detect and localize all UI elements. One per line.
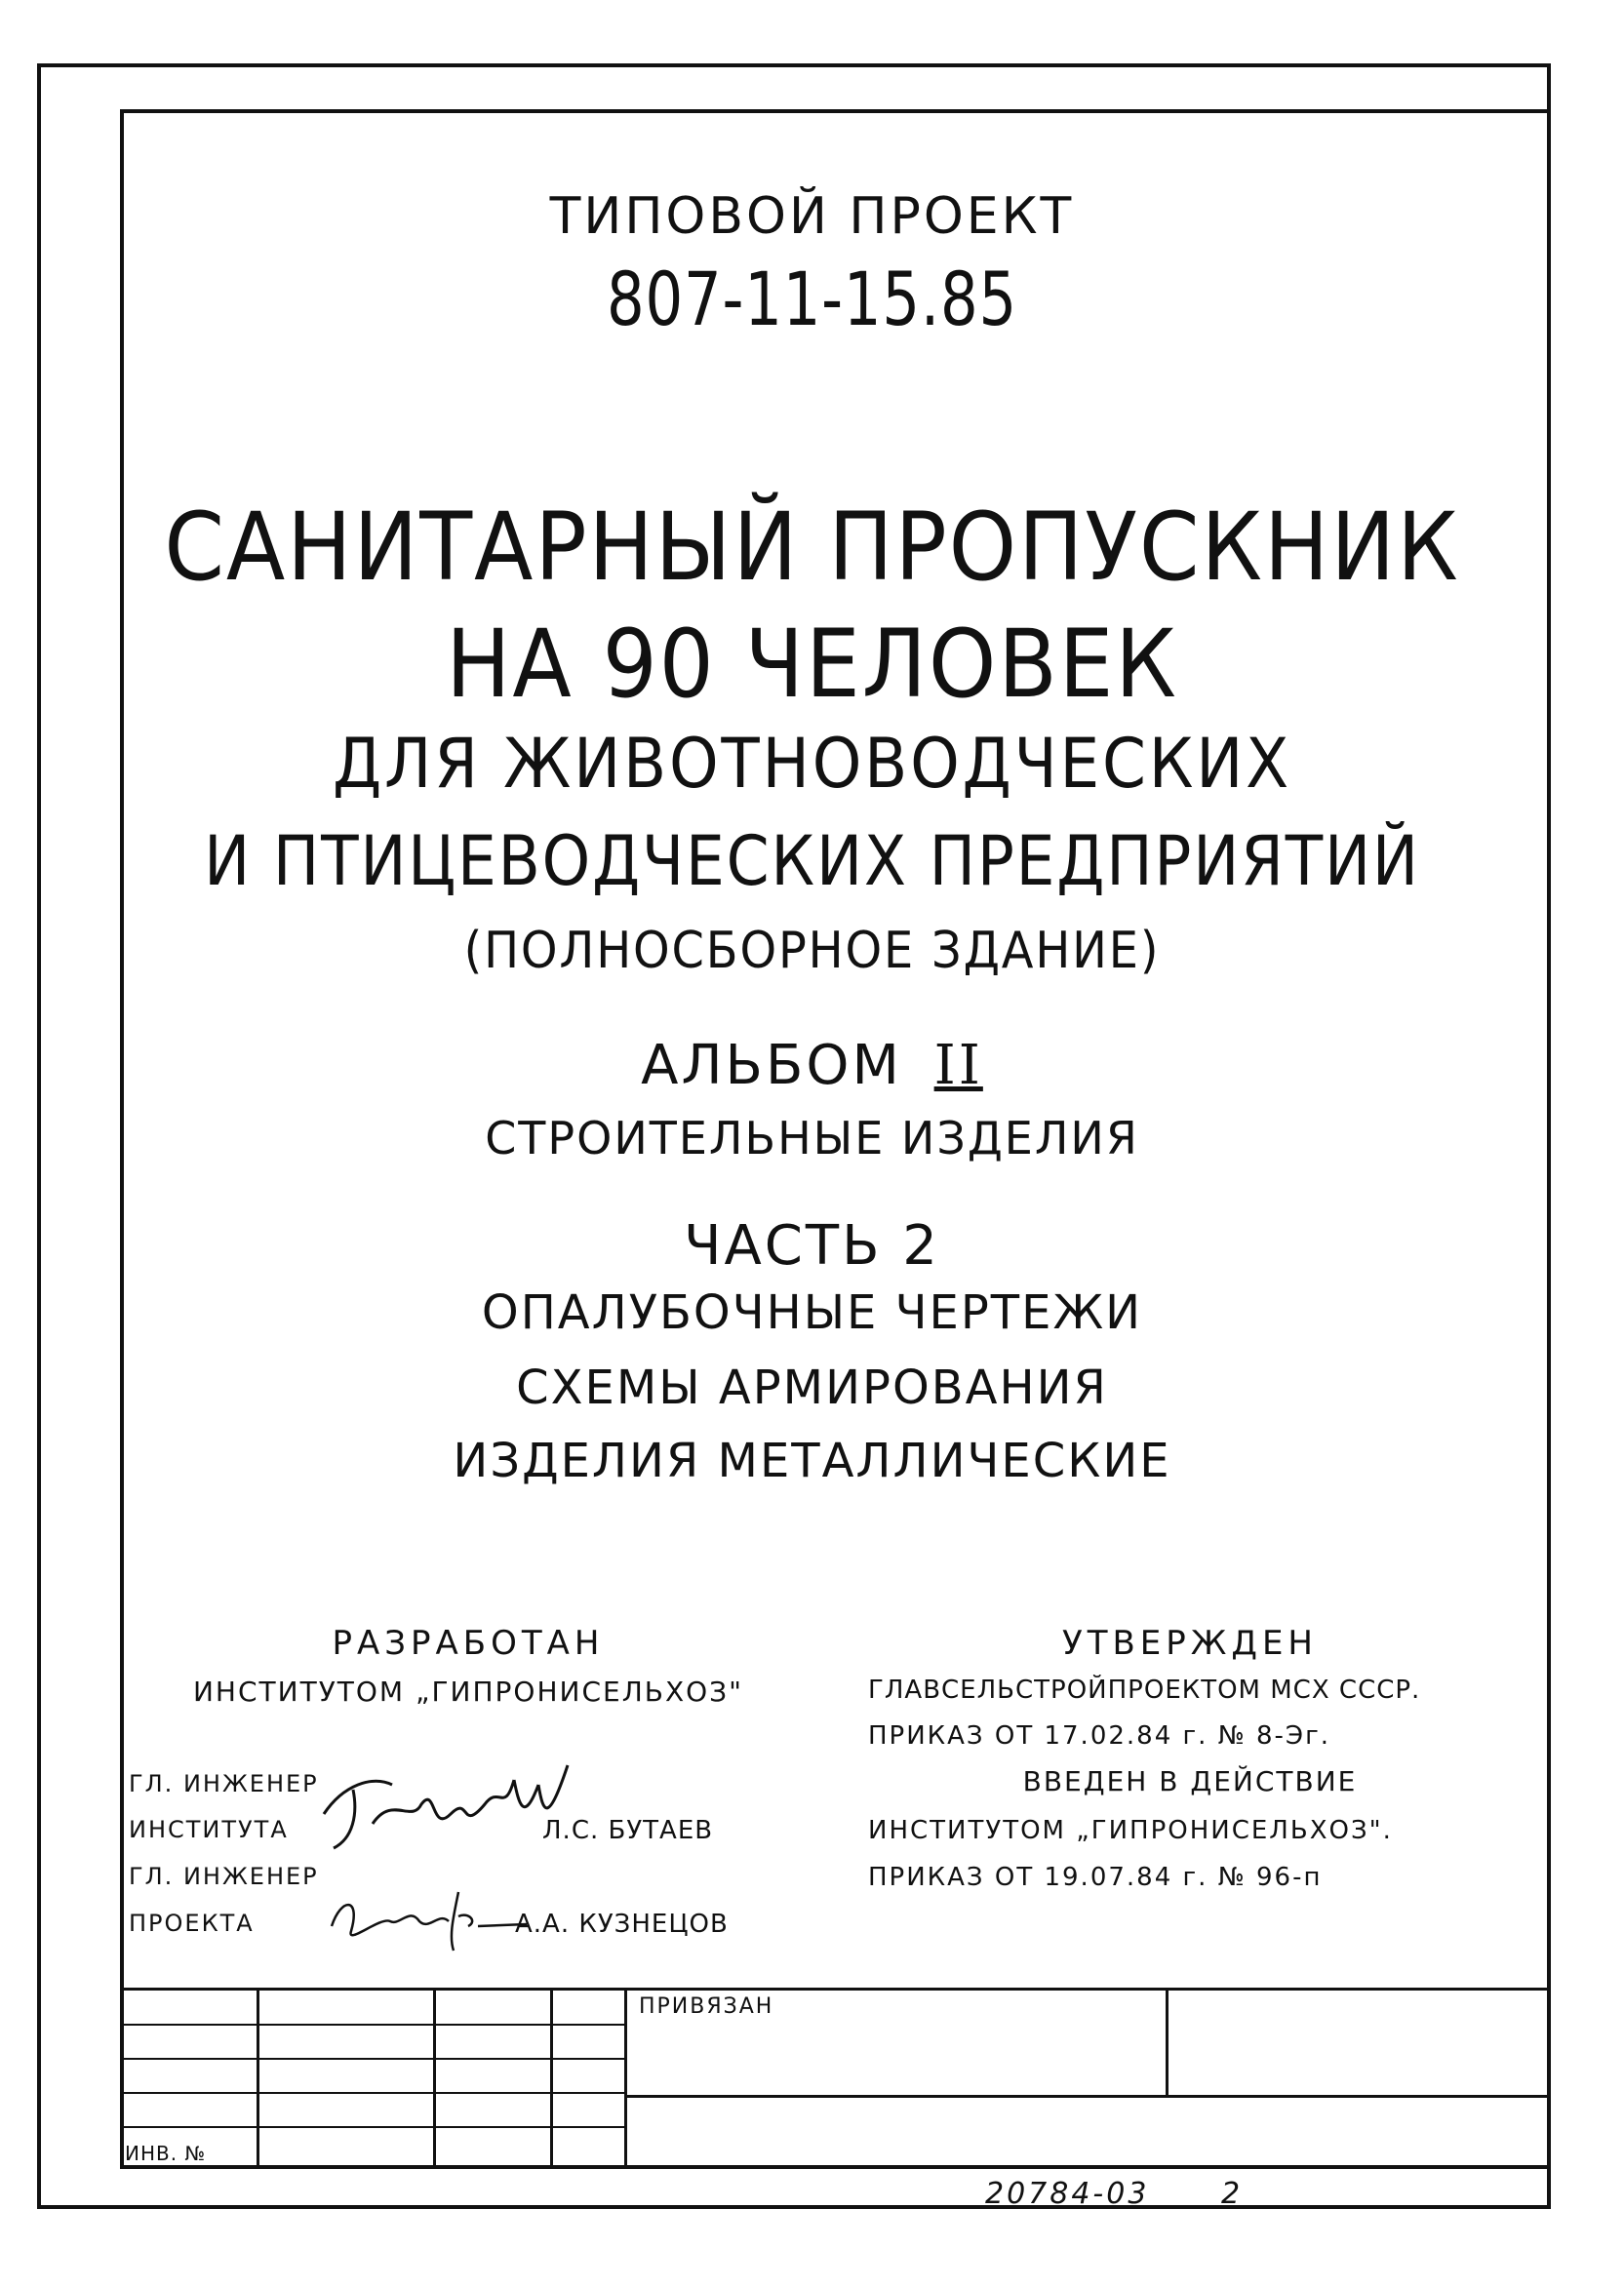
album-heading	[0, 1034, 1624, 1097]
title-line-4: И ПТИЦЕВОДЧЕСКИХ ПРЕДПРИЯТИЙ	[204, 821, 1420, 901]
chief-project-name: А.А. КУЗНЕЦОВ	[515, 1910, 729, 1939]
part-label: ЧАСТЬ 2	[684, 1214, 940, 1278]
developed-by: ИНСТИТУТОМ „ГИПРОНИСЕЛЬХОЗ"	[192, 1676, 744, 1708]
approved-heading: УТВЕРЖДЕН	[1061, 1624, 1319, 1663]
approved-order2: ПРИКАЗ ОТ 19.07.84 г. № 96-п	[868, 1863, 1323, 1892]
part-item-1: ОПАЛУБОЧНЫЕ ЧЕРТЕЖИ	[481, 1285, 1143, 1340]
part-item-2: СХЕМЫ АРМИРОВАНИЯ	[516, 1361, 1108, 1415]
part-item-3: ИЗДЕЛИЯ МЕТАЛЛИЧЕСКИЕ	[453, 1434, 1171, 1488]
album-label: АЛЬБОМ	[641, 1034, 902, 1097]
chief-project-line2: ПРОЕКТА	[129, 1910, 255, 1937]
chief-institute-line2: ИНСТИТУТА	[129, 1816, 289, 1843]
developed-heading: РАЗРАБОТАН	[332, 1624, 605, 1663]
document-code: 20784-03	[985, 2177, 1150, 2211]
title-line-3: ДЛЯ ЖИВОТНОВОДЧЕСКИХ	[332, 724, 1292, 804]
chief-project-line1: ГЛ. ИНЖЕНЕР	[129, 1863, 319, 1890]
chief-institute-name: Л.С. БУТАЕВ	[542, 1816, 714, 1845]
title-line-5: (ПОЛНОСБОРНОЕ ЗДАНИЕ)	[463, 922, 1161, 980]
tied-label: ПРИВЯЗАН	[639, 1994, 774, 2019]
introduced-institute: ИНСТИТУТОМ „ГИПРОНИСЕЛЬХОЗ".	[868, 1816, 1393, 1845]
chief-institute-line1: ГЛ. ИНЖЕНЕР	[129, 1770, 319, 1797]
type-project-label: ТИПОВОЙ ПРОЕКТ	[549, 187, 1075, 246]
project-number: 807-11-15.85	[607, 256, 1017, 342]
album-subtitle: СТРОИТЕЛЬНЫЕ ИЗДЕЛИЯ	[485, 1112, 1139, 1164]
approved-order1: ПРИКАЗ ОТ 17.02.84 г. № 8-Эг.	[868, 1721, 1331, 1751]
approved-by: ГЛАВСЕЛЬСТРОЙПРОЕКТОМ МСХ СССР.	[868, 1676, 1421, 1705]
inventory-label: ИНВ. №	[125, 2142, 207, 2165]
title-line-2: НА 90 ЧЕЛОВЕК	[446, 610, 1178, 719]
signature-butaev-icon	[314, 1746, 607, 1863]
sheet-number: 2	[1221, 2177, 1241, 2211]
title-line-1: САНИТАРНЫЙ ПРОПУСКНИК	[164, 493, 1460, 602]
album-number: II	[933, 1034, 983, 1097]
introduced-heading: ВВЕДЕН В ДЕЙСТВИЕ	[1022, 1765, 1358, 1797]
signature-kuznetsov-icon	[322, 1877, 546, 1955]
